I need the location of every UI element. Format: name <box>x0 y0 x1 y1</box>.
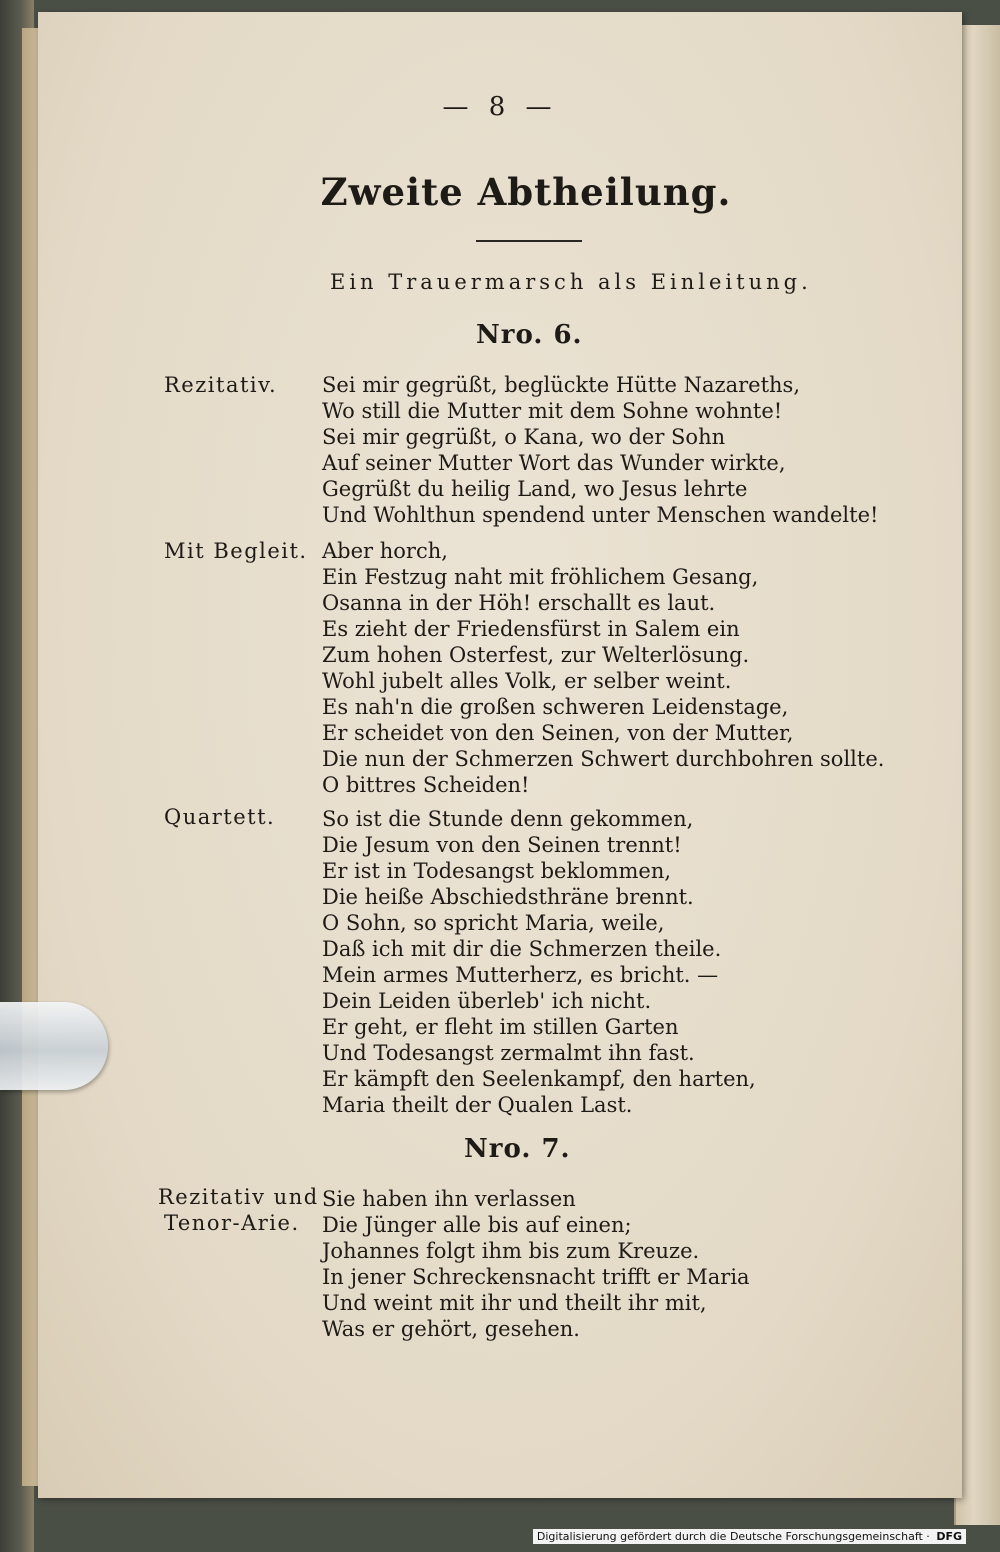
verse-line: O Sohn, so spricht Maria, weile, <box>322 911 665 935</box>
verse-line: Gegrüßt du heilig Land, wo Jesus lehrte <box>322 477 748 501</box>
verse-line: Maria theilt der Qualen Last. <box>322 1093 633 1117</box>
verse-line: Zum hohen Osterfest, zur Welterlösung. <box>322 643 750 667</box>
dfg-logo: DFG <box>936 1530 962 1543</box>
section-label-mit-begleit: Mit Begleit. <box>164 539 308 563</box>
verse-line: So ist die Stunde denn gekommen, <box>322 807 694 831</box>
verse-line: Dein Leiden überleb' ich nicht. <box>322 989 652 1013</box>
digitization-credit <box>533 1529 966 1544</box>
verse-line: Die heiße Abschiedsthräne brennt. <box>322 885 694 909</box>
verse-line: O bittres Scheiden! <box>322 773 530 797</box>
section-heading: Zweite Abtheilung. <box>320 170 732 214</box>
verse-line: Und Todesangst zermalmt ihn fast. <box>322 1041 695 1065</box>
section-label-quartett: Quartett. <box>164 805 276 829</box>
verse-line: Er ist in Todesangst beklommen, <box>322 859 672 883</box>
verse-block-rezitativ <box>322 372 879 528</box>
verse-line: Sie haben ihn verlassen <box>322 1187 576 1211</box>
verse-line: Was er gehört, gesehen. <box>322 1317 580 1341</box>
label-line: Rezitativ und <box>158 1185 319 1209</box>
verse-line: Und weint mit ihr und theilt ihr mit, <box>322 1291 707 1315</box>
verse-line: Aber horch, <box>322 539 448 563</box>
heading-divider <box>476 240 582 242</box>
verse-line: Sei mir gegrüßt, beglückte Hütte Nazareths, <box>322 373 801 397</box>
verse-line: Sei mir gegrüßt, o Kana, wo der Sohn <box>322 425 726 449</box>
number-heading-6: Nro. 6. <box>476 320 583 350</box>
verse-line: Die Jesum von den Seinen trennt! <box>322 833 682 857</box>
page-number: — 8 — <box>442 92 558 122</box>
verse-line: Er scheidet von den Seinen, von der Mutter, <box>322 721 794 745</box>
verse-line: Er kämpft den Seelenkampf, den harten, <box>322 1067 756 1091</box>
verse-line: Ein Festzug naht mit fröhlichem Gesang, <box>322 565 759 589</box>
number-heading-7: Nro. 7. <box>464 1134 571 1164</box>
verse-line: Auf seiner Mutter Wort das Wunder wirkte, <box>322 451 786 475</box>
page-clip <box>0 1002 108 1090</box>
verse-block-quartett <box>322 806 862 1118</box>
verse-line: Die nun der Schmerzen Schwert durchbohren sollte. <box>322 747 885 771</box>
verse-block-tenor-arie <box>322 1186 862 1342</box>
verse-block-mit-begleit <box>322 538 885 798</box>
verse-line: Er geht, er fleht im stillen Garten <box>322 1015 679 1039</box>
verse-line: Mein armes Mutterherz, es bricht. — <box>322 963 719 987</box>
section-label-rezitativ: Rezitativ. <box>164 373 278 397</box>
credit-text: Digitalisierung gefördert durch die Deutsche Forschungsgemeinschaft · <box>536 1530 930 1543</box>
verse-line: Und Wohlthun spendend unter Menschen wandelte! <box>322 503 879 527</box>
verse-line: Es nah'n die großen schweren Leidenstage, <box>322 695 789 719</box>
verse-line: Wohl jubelt alles Volk, er selber weint. <box>322 669 732 693</box>
verse-line: Osanna in der Höh! erschallt es laut. <box>322 591 716 615</box>
verse-line: Johannes folgt ihm bis zum Kreuze. <box>322 1239 700 1263</box>
verse-line: Daß ich mit dir die Schmerzen theile. <box>322 937 722 961</box>
verse-line: In jener Schreckensnacht trifft er Maria <box>322 1265 750 1289</box>
verse-line: Wo still die Mutter mit dem Sohne wohnte! <box>322 399 783 423</box>
verse-line: Die Jünger alle bis auf einen; <box>322 1213 632 1237</box>
verse-line: Es zieht der Friedensfürst in Salem ein <box>322 617 740 641</box>
intro-line: Ein Trauermarsch als Einleitung. <box>330 270 812 294</box>
section-label-rezitativ-tenor-arie <box>158 1184 319 1236</box>
label-line: Tenor-Arie. <box>164 1211 300 1235</box>
